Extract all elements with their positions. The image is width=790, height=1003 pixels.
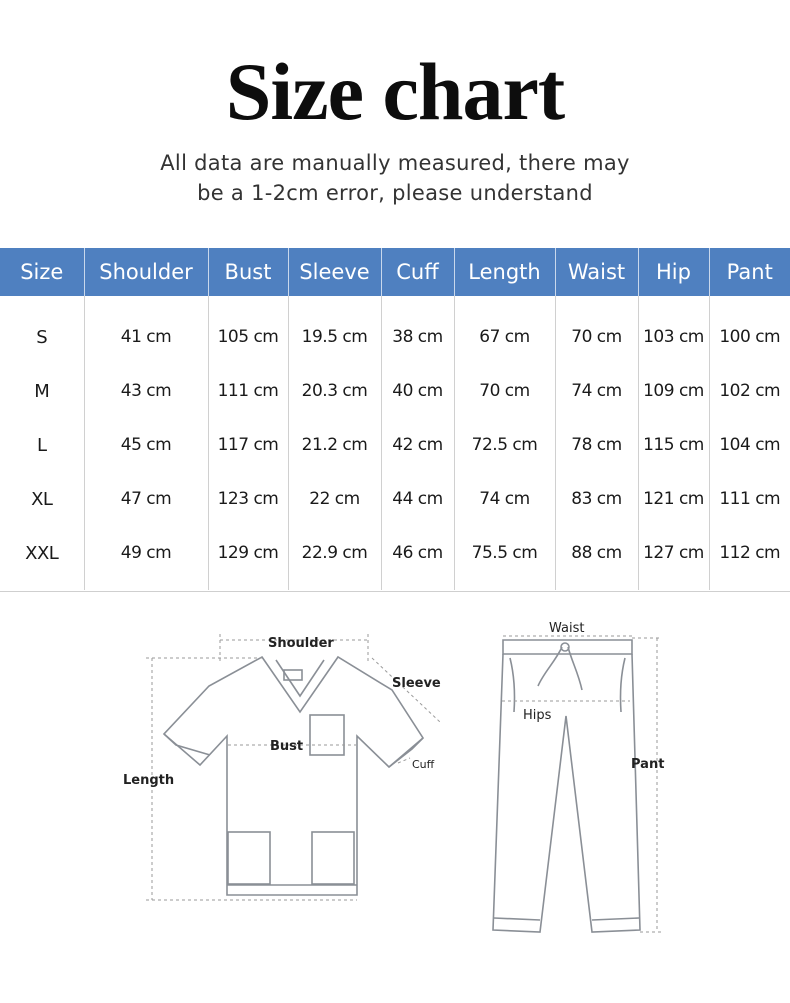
cell-length: 70 cm: [454, 364, 555, 418]
column-header-pant: Pant: [709, 248, 790, 296]
bust-label: Bust: [270, 739, 304, 754]
cell-sleeve: 22.9 cm: [288, 526, 381, 590]
cell-waist: 70 cm: [555, 310, 638, 364]
table-header-row: [0, 248, 790, 296]
cell-bust: 129 cm: [208, 526, 288, 590]
cell-waist: 78 cm: [555, 418, 638, 472]
measurement-note-line-1: All data are manually measured, there may: [160, 151, 630, 175]
bust-measure: [228, 739, 356, 754]
table-row: [0, 472, 790, 526]
column-header-length: Length: [454, 248, 555, 296]
cell-hip: 103 cm: [638, 310, 709, 364]
cell-length: 67 cm: [454, 310, 555, 364]
cell-bust: 111 cm: [208, 364, 288, 418]
cell-length: 72.5 cm: [454, 418, 555, 472]
cell-hip: 127 cm: [638, 526, 709, 590]
cell-pant: 100 cm: [709, 310, 790, 364]
cuff-measure: [398, 758, 435, 771]
cuff-label: Cuff: [412, 758, 435, 771]
cell-size: XL: [31, 488, 53, 510]
cell-length: 74 cm: [454, 472, 555, 526]
length-measure: [123, 658, 357, 900]
length-label: Length: [123, 773, 175, 788]
cell-pant: 102 cm: [709, 364, 790, 418]
cell-cuff: 38 cm: [381, 310, 454, 364]
table-row: [0, 310, 790, 364]
measurement-note-line-2: be a 1-2cm error, please understand: [197, 181, 593, 205]
column-header-bust: Bust: [208, 248, 288, 296]
pants-illustration: [493, 640, 640, 932]
section-divider: [0, 591, 790, 592]
cell-bust: 123 cm: [208, 472, 288, 526]
cell-hip: 115 cm: [638, 418, 709, 472]
cell-size: L: [36, 434, 47, 456]
column-header-sleeve: Sleeve: [288, 248, 381, 296]
column-header-waist: Waist: [555, 248, 638, 296]
cell-waist: 88 cm: [555, 526, 638, 590]
cell-sleeve: 21.2 cm: [288, 418, 381, 472]
cell-pant: 111 cm: [709, 472, 790, 526]
waist-measure: [503, 621, 632, 636]
cell-shoulder: 45 cm: [84, 418, 208, 472]
cell-cuff: 46 cm: [381, 526, 454, 590]
cell-waist: 74 cm: [555, 364, 638, 418]
cell-sleeve: 22 cm: [288, 472, 381, 526]
shoulder-label: Shoulder: [268, 636, 334, 651]
cell-bust: 105 cm: [208, 310, 288, 364]
column-header-hip: Hip: [638, 248, 709, 296]
cell-shoulder: 43 cm: [84, 364, 208, 418]
cell-hip: 109 cm: [638, 364, 709, 418]
cell-cuff: 40 cm: [381, 364, 454, 418]
cell-cuff: 44 cm: [381, 472, 454, 526]
cell-hip: 121 cm: [638, 472, 709, 526]
cell-shoulder: 49 cm: [84, 526, 208, 590]
cell-size: M: [34, 380, 50, 402]
cell-size: XXL: [25, 542, 59, 564]
table-spacer: [0, 296, 790, 310]
cell-shoulder: 41 cm: [84, 310, 208, 364]
cell-size: S: [36, 326, 48, 348]
table-row: [0, 364, 790, 418]
cell-pant: 112 cm: [709, 526, 790, 590]
cell-sleeve: 19.5 cm: [288, 310, 381, 364]
cell-sleeve: 20.3 cm: [288, 364, 381, 418]
cell-shoulder: 47 cm: [84, 472, 208, 526]
page-title: Size chart: [225, 46, 565, 137]
cell-pant: 104 cm: [709, 418, 790, 472]
column-header-shoulder: Shoulder: [84, 248, 208, 296]
measurement-diagram: [0, 600, 790, 1000]
cell-cuff: 42 cm: [381, 418, 454, 472]
size-table: [0, 248, 790, 590]
scrub-top-illustration: [164, 657, 423, 895]
measurement-note: [0, 148, 790, 208]
hips-label: Hips: [523, 708, 552, 723]
pant-label: Pant: [631, 757, 665, 772]
cell-length: 75.5 cm: [454, 526, 555, 590]
cell-bust: 117 cm: [208, 418, 288, 472]
sleeve-label: Sleeve: [392, 676, 441, 691]
table-row: [0, 526, 790, 590]
table-row: [0, 418, 790, 472]
column-header-size: Size: [0, 248, 84, 296]
waist-label: Waist: [549, 621, 585, 636]
column-header-cuff: Cuff: [381, 248, 454, 296]
cell-waist: 83 cm: [555, 472, 638, 526]
